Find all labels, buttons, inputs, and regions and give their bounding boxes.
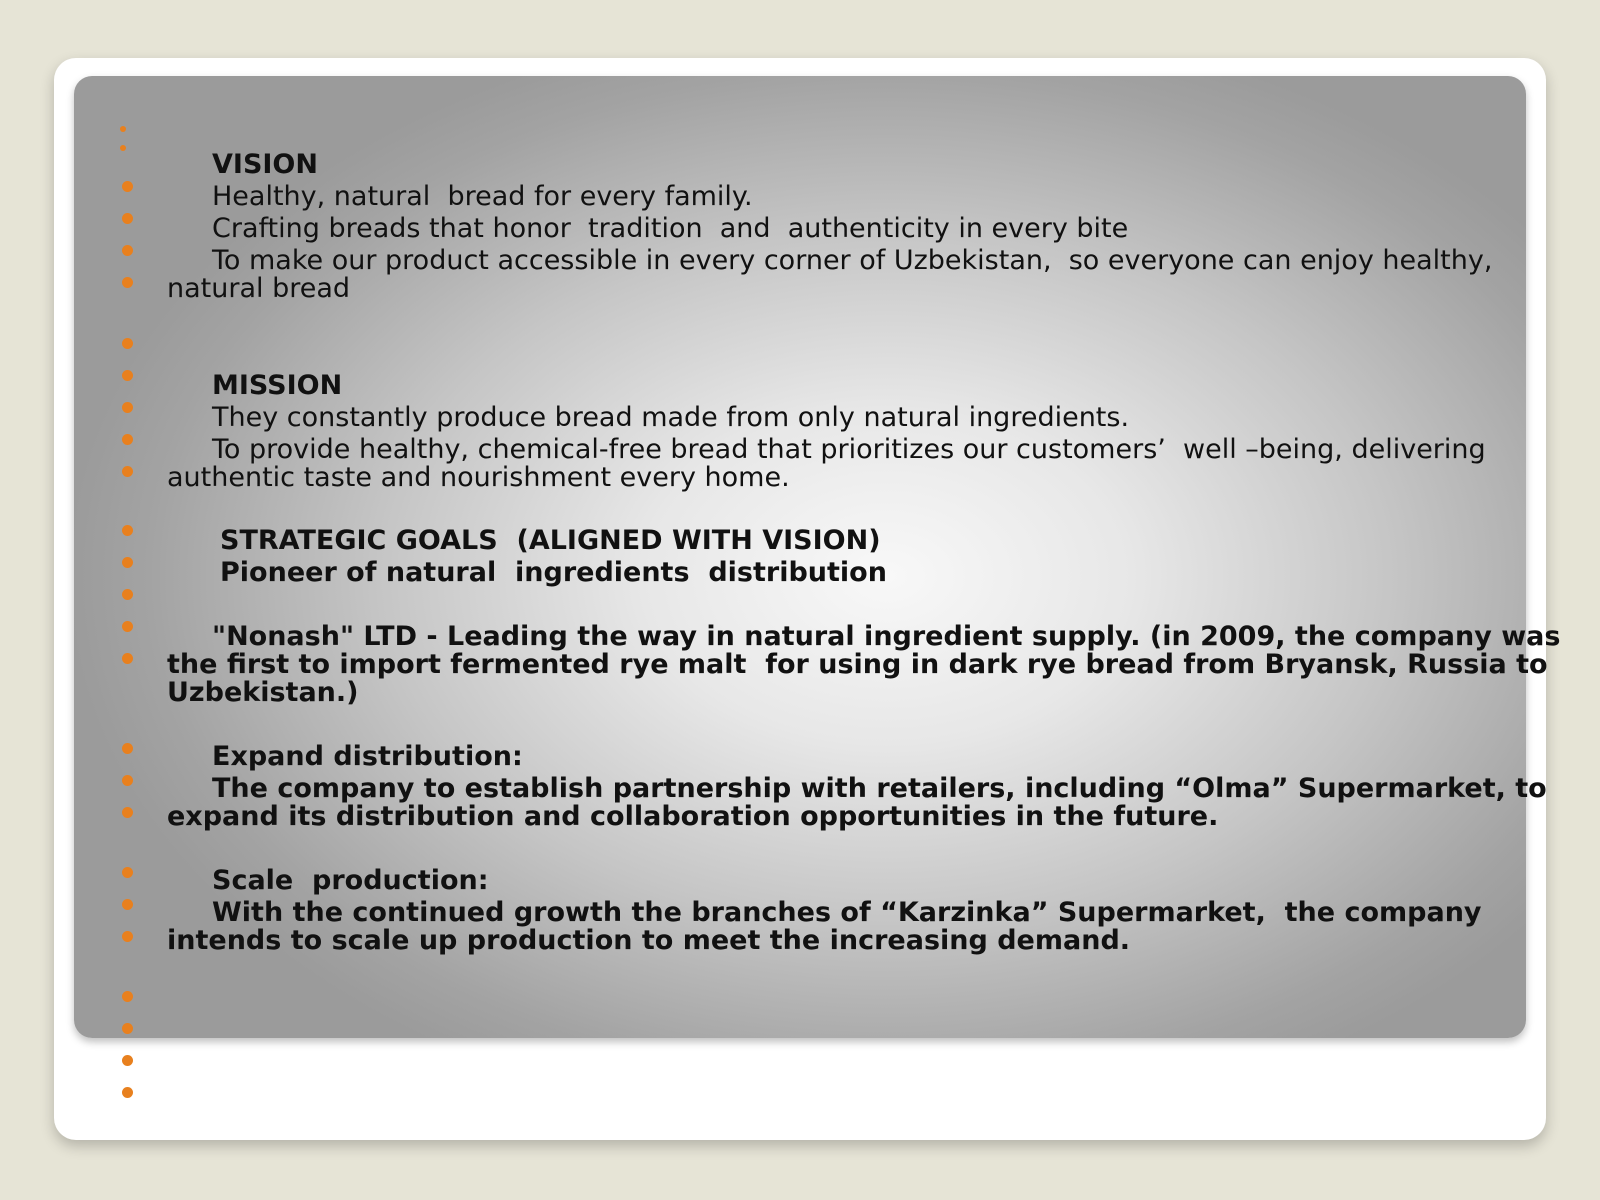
scale-line: With the continued growth the branches of “Karzinka” Supermarket, the company xyxy=(212,897,1482,928)
bullet-icon xyxy=(122,466,133,477)
expand-line: The company to establish partnership with retailers, including “Olma” Supermarket, to xyxy=(212,773,1547,804)
nonash-line: the first to import fermented rye malt for using in dark rye bread from Bryansk, Russia to xyxy=(167,649,1548,680)
bullet-icon xyxy=(122,1023,133,1034)
vision-heading: VISION xyxy=(212,149,318,180)
mission-line: They constantly produce bread made from only natural ingredients. xyxy=(212,402,1130,433)
bullet-icon xyxy=(122,338,133,349)
bullet-icon xyxy=(122,867,133,878)
expand-line: expand its distribution and collaboration opportunities in the future. xyxy=(167,801,1219,832)
bullet-icon xyxy=(122,245,133,256)
vision-line: To make our product accessible in every corner of Uzbekistan, so everyone can enjoy healthy, xyxy=(212,245,1493,276)
bullet-icon xyxy=(122,1087,133,1098)
mission-line: authentic taste and nourishment every home. xyxy=(167,462,790,493)
bullet-icon xyxy=(122,931,133,942)
bullet-icon xyxy=(122,277,133,288)
bullet-icon xyxy=(122,653,133,664)
bullet-icon xyxy=(122,370,133,381)
strategic-goals-heading: STRATEGIC GOALS (ALIGNED WITH VISION) xyxy=(220,525,881,556)
vision-line: Crafting breads that honor tradition and authenticity in every bite xyxy=(212,213,1129,244)
bullet-icon xyxy=(122,557,133,568)
bullet-icon xyxy=(122,775,133,786)
bullet-icon xyxy=(122,1055,133,1066)
bullet-icon xyxy=(122,434,133,445)
scale-line: intends to scale up production to meet the increasing demand. xyxy=(167,925,1131,956)
mission-heading: MISSION xyxy=(212,370,343,401)
vision-line: Healthy, natural bread for every family. xyxy=(212,181,753,212)
bullet-icon xyxy=(120,126,126,132)
bullet-icon xyxy=(122,181,133,192)
bullet-icon xyxy=(122,991,133,1002)
bullet-icon xyxy=(122,899,133,910)
bullet-icon xyxy=(122,743,133,754)
bullet-icon xyxy=(122,589,133,600)
strategic-goals-subheading: Pioneer of natural ingredients distribution xyxy=(220,557,887,588)
nonash-line: "Nonash" LTD - Leading the way in natural ingredient supply. (in 2009, the company was xyxy=(212,621,1561,652)
mission-line: To provide healthy, chemical-free bread that prioritizes our customers’ well –being, delivering xyxy=(212,434,1486,465)
vision-line: natural bread xyxy=(167,273,351,304)
scale-heading: Scale production: xyxy=(212,865,489,896)
bullet-icon xyxy=(122,213,133,224)
bullet-icon xyxy=(120,145,126,151)
bullet-icon xyxy=(122,807,133,818)
bullet-icon xyxy=(122,525,133,536)
expand-heading: Expand distribution: xyxy=(212,741,523,772)
bullet-icon xyxy=(122,402,133,413)
bullet-icon xyxy=(122,621,133,632)
nonash-line: Uzbekistan.) xyxy=(167,677,359,708)
